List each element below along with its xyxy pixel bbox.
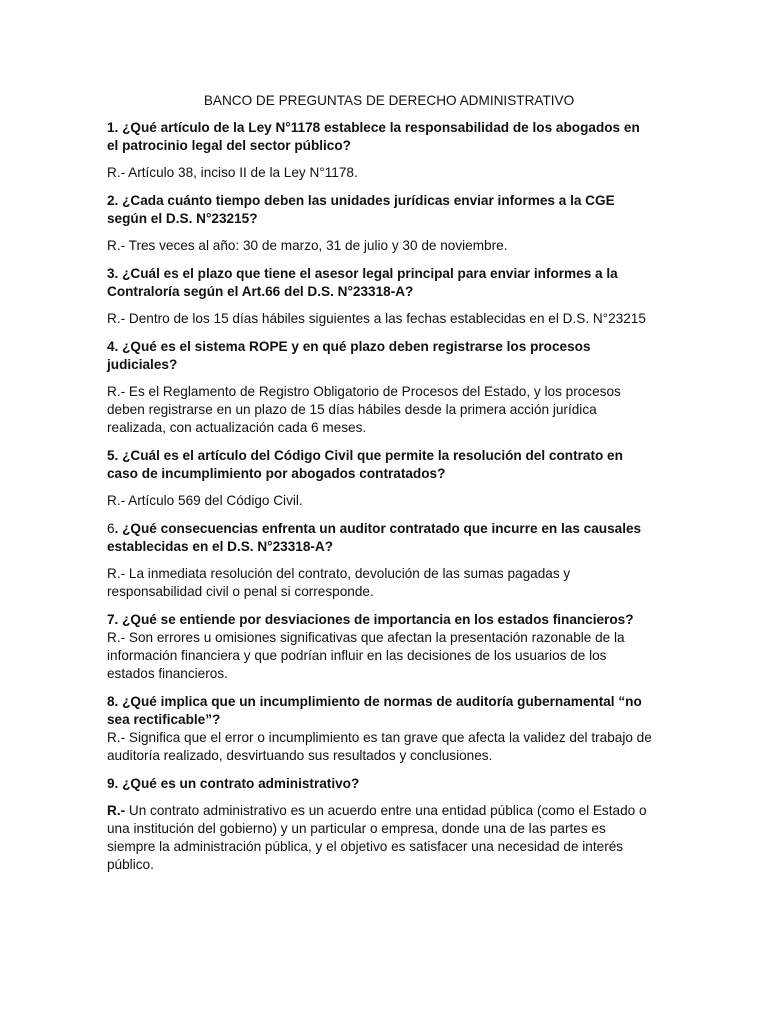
question-3 <box>107 265 667 301</box>
question-line: según el D.S. N°23215? <box>107 211 258 226</box>
question-line: el patrocinio legal del sector público? <box>107 138 351 153</box>
question-line: 7. ¿Qué se entiende por desviaciones de importancia en los estados financieros? <box>107 612 634 627</box>
answer-line: R.- Significa que el error o incumplimiento es tan grave que afecta la validez del trabajo de <box>107 730 652 745</box>
answer-line: R.- Artículo 569 del Código Civil. <box>107 493 303 508</box>
question-line: sea rectificable”? <box>107 712 221 727</box>
question-line: 5. ¿Cuál es el artículo del Código Civil que permite la resolución del contrato en <box>107 448 623 463</box>
document-title: BANCO DE PREGUNTAS DE DERECHO ADMINISTRATIVO <box>203 93 575 108</box>
answer-line: R.- Es el Reglamento de Registro Obligatorio de Procesos del Estado, y los procesos <box>107 384 621 399</box>
qa-item-9 <box>107 775 667 874</box>
answer-text: Un contrato administrativo es un acuerdo entre una entidad pública (como el Estado o <box>125 803 647 818</box>
answer-line: R.- La inmediata resolución del contrato, devolución de las sumas pagadas y <box>107 566 571 581</box>
answer-7 <box>107 629 667 683</box>
qa-item-7 <box>107 611 667 683</box>
answer-line: R.- Dentro de los 15 días hábiles siguientes a las fechas establecidas en el D.S. N°23215 <box>107 311 646 326</box>
answer-line <box>107 802 667 820</box>
answer-line: R.- Son errores u omisiones significativas que afectan la presentación razonable de la <box>107 630 625 645</box>
question-line: 9. ¿Qué es un contrato administrativo? <box>107 776 360 791</box>
qa-item-5 <box>107 447 667 510</box>
answer-line: información financiera y que podrían influir en las decisiones de los usuarios de los <box>107 648 607 663</box>
question-line: 3. ¿Cuál es el plazo que tiene el asesor legal principal para enviar informes a la <box>107 266 618 281</box>
question-5 <box>107 447 667 483</box>
qa-item-4 <box>107 338 667 437</box>
document-page <box>107 92 667 874</box>
qa-item-1 <box>107 119 667 182</box>
answer-9 <box>107 802 667 874</box>
question-1 <box>107 119 667 155</box>
answer-line: auditoría realizado, desvirtuando sus resultados y conclusiones. <box>107 748 493 763</box>
question-line: establecidas en el D.S. N°23318-A? <box>107 539 334 554</box>
question-4 <box>107 338 667 374</box>
question-line: 1. ¿Qué artículo de la Ley N°1178 establece la responsabilidad de los abogados en <box>107 120 640 135</box>
question-line: judiciales? <box>107 357 178 372</box>
answer-line: estados financieros. <box>107 666 228 681</box>
question-7 <box>107 611 667 629</box>
question-8 <box>107 693 667 729</box>
answer-line: R.- Artículo 38, inciso II de la Ley N°1178. <box>107 165 358 180</box>
answer-5 <box>107 492 667 510</box>
answer-label: R.- <box>107 803 126 818</box>
question-line <box>107 520 667 538</box>
answer-line: público. <box>107 857 154 872</box>
question-2 <box>107 192 667 228</box>
qa-item-6 <box>107 520 667 601</box>
question-line: Contraloría según el Art.66 del D.S. N°23318-A? <box>107 284 414 299</box>
answer-line: R.- Tres veces al año: 30 de marzo, 31 de julio y 30 de noviembre. <box>107 238 508 253</box>
answer-2 <box>107 237 667 255</box>
answer-3 <box>107 310 667 328</box>
question-number: 6 <box>107 521 115 536</box>
answer-1 <box>107 164 667 182</box>
answer-line: realizada, con actualización cada 6 meses. <box>107 420 367 435</box>
question-line: 2. ¿Cada cuánto tiempo deben las unidades jurídicas enviar informes a la CGE <box>107 193 615 208</box>
question-line: caso de incumplimiento por abogados contratados? <box>107 466 446 481</box>
answer-line: siempre la administración pública, y el objetivo es satisfacer una necesidad de interés <box>107 839 624 854</box>
answer-line: una institución del gobierno) y un particular o empresa, donde una de las partes es <box>107 821 606 836</box>
question-6 <box>107 520 667 556</box>
answer-line: deben registrarse en un plazo de 15 días hábiles desde la primera acción jurídica <box>107 402 597 417</box>
answer-line: responsabilidad civil o penal si corresponde. <box>107 584 374 599</box>
qa-item-3 <box>107 265 667 328</box>
question-line: 8. ¿Qué implica que un incumplimiento de normas de auditoría gubernamental “no <box>107 694 642 709</box>
answer-6 <box>107 565 667 601</box>
answer-4 <box>107 383 667 437</box>
qa-item-8 <box>107 693 667 765</box>
question-9 <box>107 775 667 793</box>
question-line: 4. ¿Qué es el sistema ROPE y en qué plazo deben registrarse los procesos <box>107 339 591 354</box>
answer-8 <box>107 729 667 765</box>
qa-item-2 <box>107 192 667 255</box>
question-text: . ¿Qué consecuencias enfrenta un auditor contratado que incurre en las causales <box>114 521 642 536</box>
